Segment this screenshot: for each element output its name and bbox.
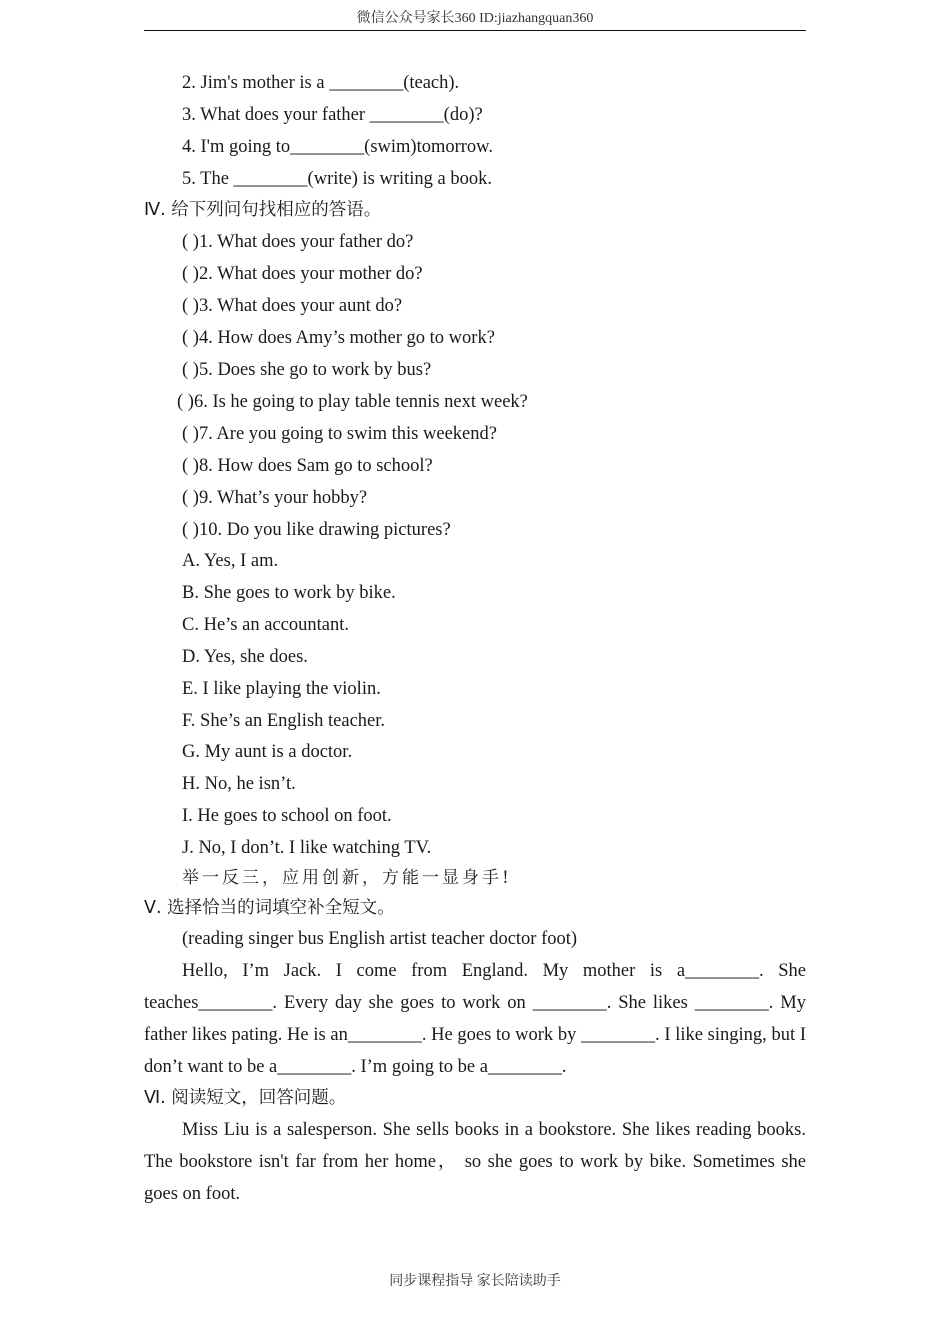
question-1: ( )1. What does your father do? (182, 232, 414, 252)
answer-a: A. Yes, I am. (182, 551, 279, 571)
question-4: ( )4. How does Amy’s mother go to work? (182, 328, 495, 348)
question-10: ( )10. Do you like drawing pictures? (182, 520, 451, 540)
fill-item-4: 4. I'm going to________(swim)tomorrow. (182, 137, 493, 157)
fill-item-2: 2. Jim's mother is a ________(teach). (182, 73, 460, 93)
answer-g: G. My aunt is a doctor. (182, 742, 353, 762)
page-header: 微信公众号家长360 ID:jiazhangquan360 (144, 8, 806, 31)
answer-h: H. No, he isn’t. (182, 774, 296, 794)
answer-c: C. He’s an accountant. (182, 615, 349, 635)
fill-item-3: 3. What does your father ________(do)? (182, 105, 483, 125)
question-2: ( )2. What does your mother do? (182, 264, 423, 284)
section-6-title: Ⅵ. 阅读短文，回答问题。 (144, 1088, 347, 1108)
question-7: ( )7. Are you going to swim this weekend? (182, 424, 497, 444)
question-3: ( )3. What does your aunt do? (182, 296, 403, 316)
answer-f: F. She’s an English teacher. (182, 711, 386, 731)
fill-item-5: 5. The ________(write) is writing a book. (182, 169, 493, 189)
question-6: ( )6. Is he going to play table tennis next week? (177, 392, 528, 412)
answer-d: D. Yes, she does. (182, 647, 308, 667)
answer-e: E. I like playing the violin. (182, 679, 381, 699)
section-4-title: Ⅳ. 给下列问句找相应的答语。 (144, 200, 382, 220)
cloze-passage: Hello, I’m Jack. I come from England. My mother is a________. She teaches________. Every day she goes to work on ________. She likes ________. My father likes pating. He is an________. He goes to work by ________. I like singing, but I don’t want to be a________. I’m going to be a________. (144, 961, 806, 1077)
reading-passage: Miss Liu is a salesperson. She sells books in a bookstore. She likes reading books. The bookstore isn't far from her home， so she goes to work by bike. Sometimes she goes on foot. (144, 1120, 806, 1204)
question-9: ( )9. What’s your hobby? (182, 488, 368, 508)
page-footer: 同步课程指导 家长陪读助手 (389, 1274, 561, 1289)
word-bank: (reading singer bus English artist teacher doctor foot) (182, 929, 578, 949)
question-5: ( )5. Does she go to work by bus? (182, 360, 432, 380)
question-8: ( )8. How does Sam go to school? (182, 456, 433, 476)
motto: 举一反三，应用创新，方能一显身手! (182, 868, 512, 888)
section-5-title: Ⅴ. 选择恰当的词填空补全短文。 (144, 898, 395, 918)
answer-b: B. She goes to work by bike. (182, 583, 396, 603)
answer-i: I. He goes to school on foot. (182, 806, 392, 826)
answer-j: J. No, I don’t. I like watching TV. (182, 838, 432, 858)
